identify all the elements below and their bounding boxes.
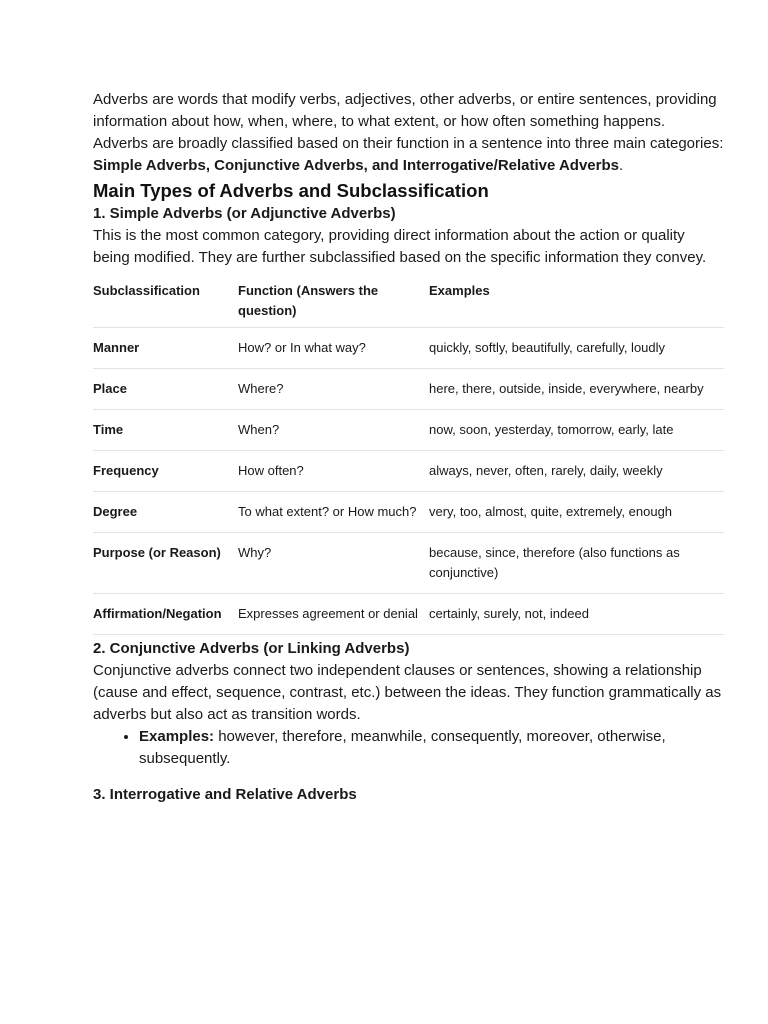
main-heading: Main Types of Adverbs and Subclassification: [93, 180, 489, 201]
table-cell-subclassification: Affirmation/Negation: [93, 594, 238, 635]
section1-body: This is the most common category, providing direct information about the action or quality being modified. They are further subclassified based on the specific information they convey.: [93, 227, 707, 266]
table-cell-subclassification: Frequency: [93, 451, 238, 492]
table-cell-subclassification: Manner: [93, 328, 238, 369]
table-cell-subclassification: Place: [93, 369, 238, 410]
table-cell-examples: certainly, surely, not, indeed: [429, 594, 724, 635]
section2-heading: 2. Conjunctive Adverbs (or Linking Adverbs): [93, 640, 410, 657]
table-cell-function: Expresses agreement or denial: [238, 594, 429, 635]
table-cell-examples: because, since, therefore (also functions as conjunctive): [429, 533, 724, 594]
table-cell-examples: always, never, often, rarely, daily, weekly: [429, 451, 724, 492]
intro-paragraph-1: Adverbs are words that modify verbs, adjectives, other adverbs, or entire sentences, providing information about how, when, where, to what extent, or how often something happens.: [93, 91, 717, 130]
table-cell-function: Where?: [238, 369, 429, 410]
table-header-function: Function (Answers the question): [238, 278, 429, 328]
table-cell-function: Why?: [238, 533, 429, 594]
table-cell-subclassification: Degree: [93, 492, 238, 533]
intro-paragraph-2-prefix: Adverbs are broadly classified based on their function in a sentence into three main categories:: [93, 135, 724, 152]
table-cell-function: How? or In what way?: [238, 328, 429, 369]
table-cell-examples: quickly, softly, beautifully, carefully, loudly: [429, 328, 724, 369]
table-row: [93, 594, 724, 635]
table-row: [93, 410, 724, 451]
document-page: [93, 89, 724, 806]
table-header-row: [93, 278, 724, 328]
intro-paragraph-2-bold: Simple Adverbs, Conjunctive Adverbs, and Interrogative/Relative Adverbs: [93, 157, 619, 174]
subclassification-table: [93, 278, 724, 635]
table-row: [93, 451, 724, 492]
table-cell-function: To what extent? or How much?: [238, 492, 429, 533]
section2-bullet-list: [93, 726, 724, 770]
table-cell-function: How often?: [238, 451, 429, 492]
table-row: [93, 492, 724, 533]
table-row: [93, 369, 724, 410]
intro-paragraph-2-suffix: .: [618, 157, 624, 174]
table-cell-subclassification: Time: [93, 410, 238, 451]
section1-heading: 1. Simple Adverbs (or Adjunctive Adverbs): [93, 205, 396, 222]
table-header-examples: Examples: [429, 278, 724, 328]
list-item: [139, 726, 724, 770]
table-cell-examples: here, there, outside, inside, everywhere, nearby: [429, 369, 724, 410]
table-cell-examples: very, too, almost, quite, extremely, enough: [429, 492, 724, 533]
table-row: [93, 533, 724, 594]
table-cell-examples: now, soon, yesterday, tomorrow, early, late: [429, 410, 724, 451]
table-cell-function: When?: [238, 410, 429, 451]
table-row: [93, 328, 724, 369]
bullet-label: Examples:: [139, 728, 215, 745]
bullet-text: however, therefore, meanwhile, consequently, moreover, otherwise, subsequently.: [139, 728, 666, 767]
table-header-subclassification: Subclassification: [93, 278, 238, 328]
intro-paragraph-2: [93, 133, 724, 177]
section3-heading: 3. Interrogative and Relative Adverbs: [93, 786, 357, 803]
table-cell-subclassification: Purpose (or Reason): [93, 533, 238, 594]
section2-body: Conjunctive adverbs connect two independent clauses or sentences, showing a relationship (cause and effect, sequence, contrast, etc.) between the ideas. They function grammatically as adverbs but also act as transition words.: [93, 662, 722, 723]
